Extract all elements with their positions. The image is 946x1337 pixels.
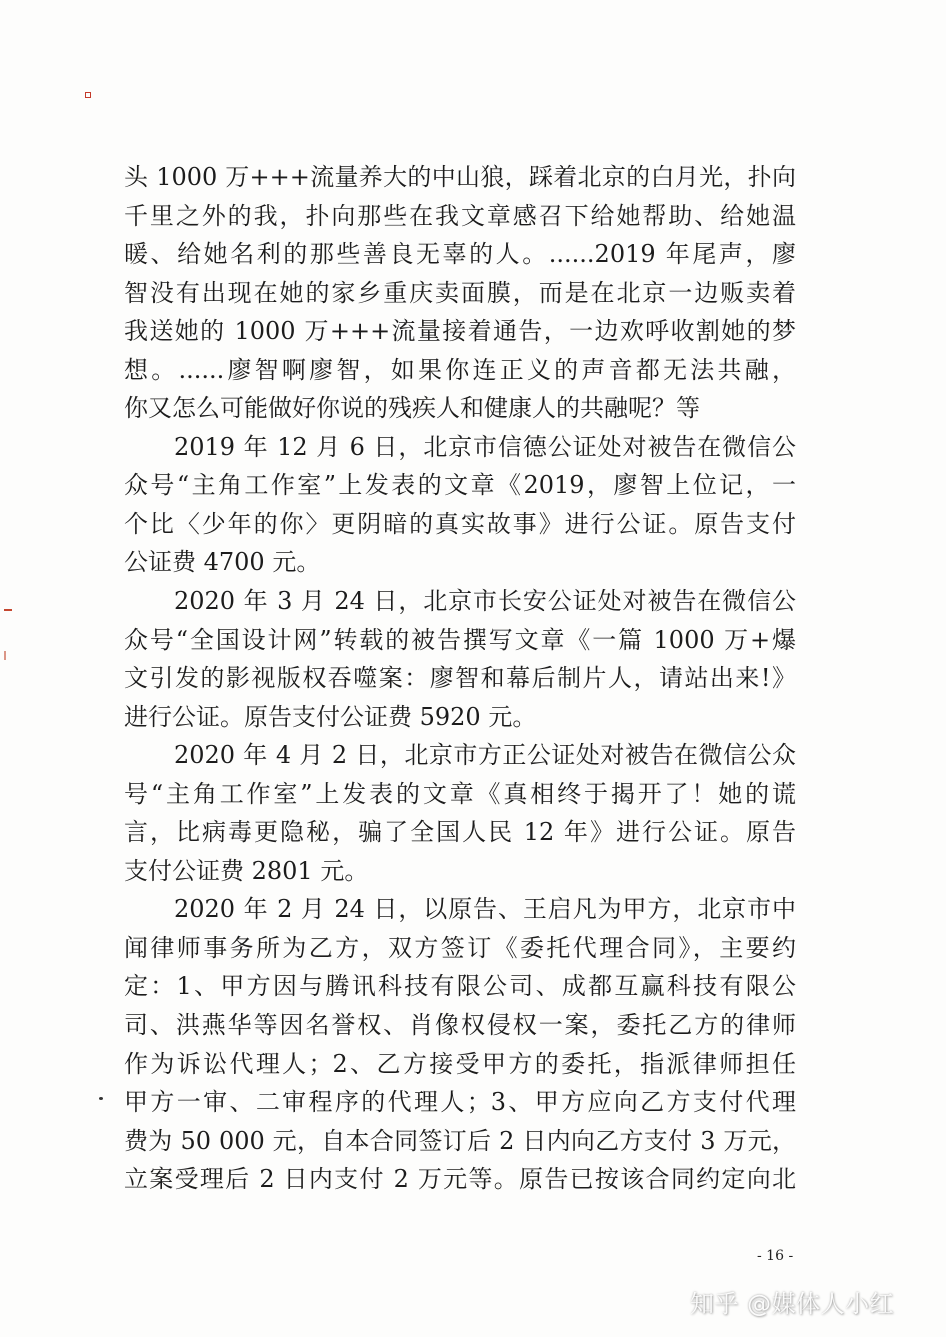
text-line: 2020 年 3 月 24 日，北京市长安公证处对被告在微信公 — [174, 587, 796, 616]
text-line: 我送她的 1000 万+++流量接着通告，一边欢呼收割她的梦 — [124, 317, 796, 346]
text-line: 立案受理后 2 日内支付 2 万元等。原告已按该合同约定向北 — [124, 1165, 796, 1194]
text-line: 暖、给她名利的那些善良无辜的人。......2019 年尾声，廖 — [124, 240, 796, 269]
text-line: 甲方一审、二审程序的代理人；3、甲方应向乙方支付代理 — [124, 1088, 796, 1117]
document-body — [124, 158, 796, 1199]
text-line: 定：1、甲方因与腾讯科技有限公司、成都互赢科技有限公 — [124, 972, 796, 1001]
text-line: 个比〈少年的你〉更阴暗的真实故事》进行公证。原告支付 — [124, 509, 796, 538]
text-line: 智没有出现在她的家乡重庆卖面膜，而是在北京一边贩卖着 — [124, 278, 796, 307]
text-line: 费为 50 000 元，自本合同签订后 2 日内向乙方支付 3 万元， — [124, 1126, 796, 1155]
text-line: 支付公证费 2801 元。 — [124, 856, 369, 885]
text-line: 2020 年 4 月 2 日，北京市方正公证处对被告在微信公众 — [174, 741, 796, 770]
red-corner-mark — [85, 92, 91, 98]
text-line: 2020 年 2 月 24 日，以原告、王启凡为甲方，北京市中 — [174, 895, 796, 924]
text-line: 2019 年 12 月 6 日，北京市信德公证处对被告在微信公 — [174, 432, 796, 461]
text-line: 司、洪燕华等因名誉权、肖像权侵权一案，委托乙方的律师 — [124, 1011, 796, 1040]
text-line: 众号“全国设计网”转载的被告撰写文章《一篇 1000 万+爆 — [124, 625, 796, 654]
ink-dot — [99, 1097, 103, 1100]
red-margin-mark — [4, 651, 6, 660]
text-line: 进行公证。原告支付公证费 5920 元。 — [124, 702, 537, 731]
text-line: 你又怎么可能做好你说的残疾人和健康人的共融呢？等 — [124, 394, 700, 423]
text-line: 想。......廖智啊廖智，如果你连正义的声音都无法共融， — [124, 355, 796, 384]
text-line: 头 1000 万+++流量养大的中山狼，踩着北京的白月光，扑向 — [124, 163, 796, 191]
text-line: 号“主角工作室”上发表的文章《真相终于揭开了！她的谎 — [124, 779, 796, 808]
red-margin-mark — [4, 609, 12, 611]
text-line: 闻律师事务所为乙方，双方签订《委托代理合同》，主要约 — [124, 933, 796, 962]
text-line: 公证费 4700 元。 — [124, 548, 321, 577]
text-line: 众号“主角工作室”上发表的文章《2019，廖智上位记，一 — [124, 471, 796, 500]
zhihu-watermark: 知乎 @媒体人小红 — [690, 1290, 895, 1318]
page-number: - 16 - — [757, 1248, 794, 1264]
text-line: 文引发的影视版权吞噬案：廖智和幕后制片人，请站出来!》 — [124, 664, 796, 693]
text-line: 作为诉讼代理人；2、乙方接受甲方的委托，指派律师担任 — [124, 1049, 796, 1078]
text-line: 千里之外的我，扑向那些在我文章感召下给她帮助、给她温 — [124, 201, 796, 230]
text-line: 言，比病毒更隐秘，骗了全国人民 12 年》进行公证。原告 — [124, 818, 796, 847]
